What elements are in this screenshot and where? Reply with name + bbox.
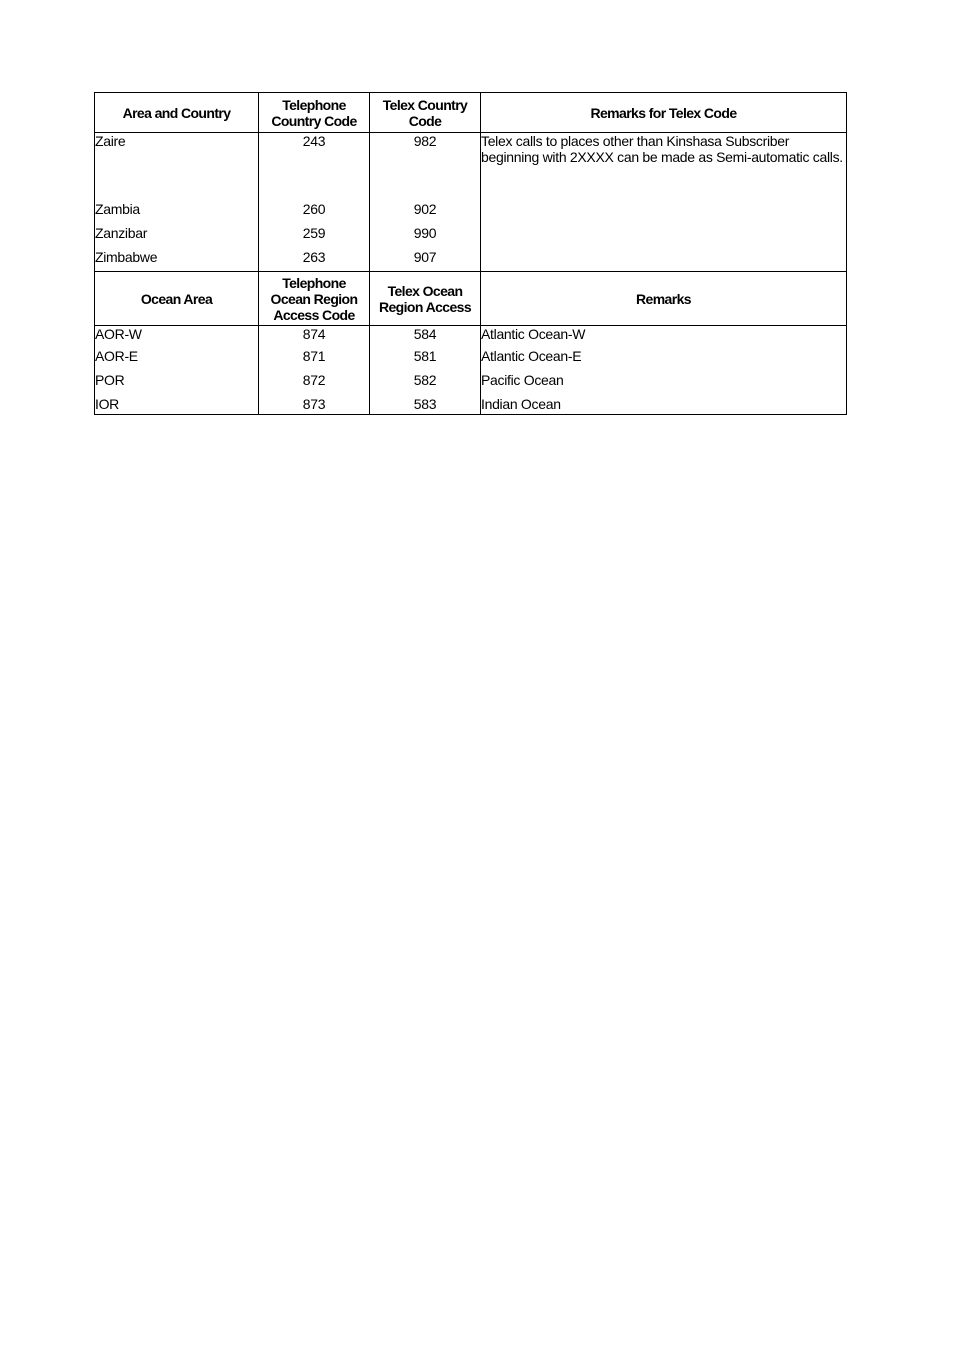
header-telephone-ocean-region-access-code	[259, 272, 370, 326]
country-name: Zaire	[95, 133, 259, 202]
ocean-area: POR	[95, 372, 259, 396]
header-telex-country-code-line-1: Telex Country	[382, 96, 468, 113]
table-row	[95, 225, 847, 249]
ocean-remarks: Atlantic Ocean-E	[481, 348, 847, 372]
telephone-telex-codes-table	[94, 92, 847, 415]
telephone-country-code: 243	[259, 133, 370, 202]
telephone-country-code: 259	[259, 225, 370, 249]
telex-country-code: 907	[370, 249, 481, 272]
header-telephone-ocean-line-3: Access Code	[273, 306, 355, 323]
ocean-remarks: Indian Ocean	[481, 396, 847, 415]
ocean-remarks: Atlantic Ocean-W	[481, 326, 847, 349]
header-telex-ocean-region-access	[370, 272, 481, 326]
ocean-remarks: Pacific Ocean	[481, 372, 847, 396]
ocean-header-row	[95, 272, 847, 326]
header-telephone-ocean-line-1: Telephone	[282, 274, 346, 291]
header-telex-country-code	[370, 93, 481, 133]
telex-ocean-code: 583	[370, 396, 481, 415]
telex-remarks: Telex calls to places other than Kinshasa Subscriber beginning with 2XXXX can be made as Semi-automatic calls.	[481, 133, 847, 202]
telex-country-code: 902	[370, 201, 481, 225]
table-row	[95, 326, 847, 349]
ocean-area: IOR	[95, 396, 259, 415]
telephone-ocean-code: 871	[259, 348, 370, 372]
telex-remarks	[481, 225, 847, 249]
telex-ocean-code: 584	[370, 326, 481, 349]
telephone-ocean-code: 873	[259, 396, 370, 415]
telephone-country-code: 263	[259, 249, 370, 272]
header-telex-country-code-line-2: Code	[408, 112, 442, 129]
telephone-ocean-code: 874	[259, 326, 370, 349]
country-name: Zimbabwe	[95, 249, 259, 272]
header-remarks-for-telex-code: Remarks for Telex Code	[481, 93, 847, 133]
table-row	[95, 249, 847, 272]
header-telex-ocean-line-1: Telex Ocean	[387, 282, 463, 299]
header-telephone-country-code-line-2: Country Code	[271, 112, 357, 129]
telex-remarks	[481, 201, 847, 225]
table-row	[95, 201, 847, 225]
header-area-and-country: Area and Country	[95, 93, 259, 133]
telex-ocean-code: 581	[370, 348, 481, 372]
header-telephone-country-code	[259, 93, 370, 133]
header-telephone-country-code-line-1: Telephone	[282, 96, 346, 113]
telex-country-code: 990	[370, 225, 481, 249]
header-ocean-remarks: Remarks	[481, 272, 847, 326]
table-row	[95, 133, 847, 202]
telex-ocean-code: 582	[370, 372, 481, 396]
table-row	[95, 372, 847, 396]
telex-remarks	[481, 249, 847, 272]
country-name: Zanzibar	[95, 225, 259, 249]
telephone-ocean-code: 872	[259, 372, 370, 396]
country-header-row	[95, 93, 847, 133]
telephone-country-code: 260	[259, 201, 370, 225]
header-telephone-ocean-line-2: Ocean Region	[270, 290, 358, 307]
table-row	[95, 396, 847, 415]
ocean-area: AOR-E	[95, 348, 259, 372]
country-name: Zambia	[95, 201, 259, 225]
ocean-area: AOR-W	[95, 326, 259, 349]
table-row	[95, 348, 847, 372]
telex-country-code: 982	[370, 133, 481, 202]
header-ocean-area: Ocean Area	[95, 272, 259, 326]
header-telex-ocean-line-2: Region Access	[378, 298, 472, 315]
